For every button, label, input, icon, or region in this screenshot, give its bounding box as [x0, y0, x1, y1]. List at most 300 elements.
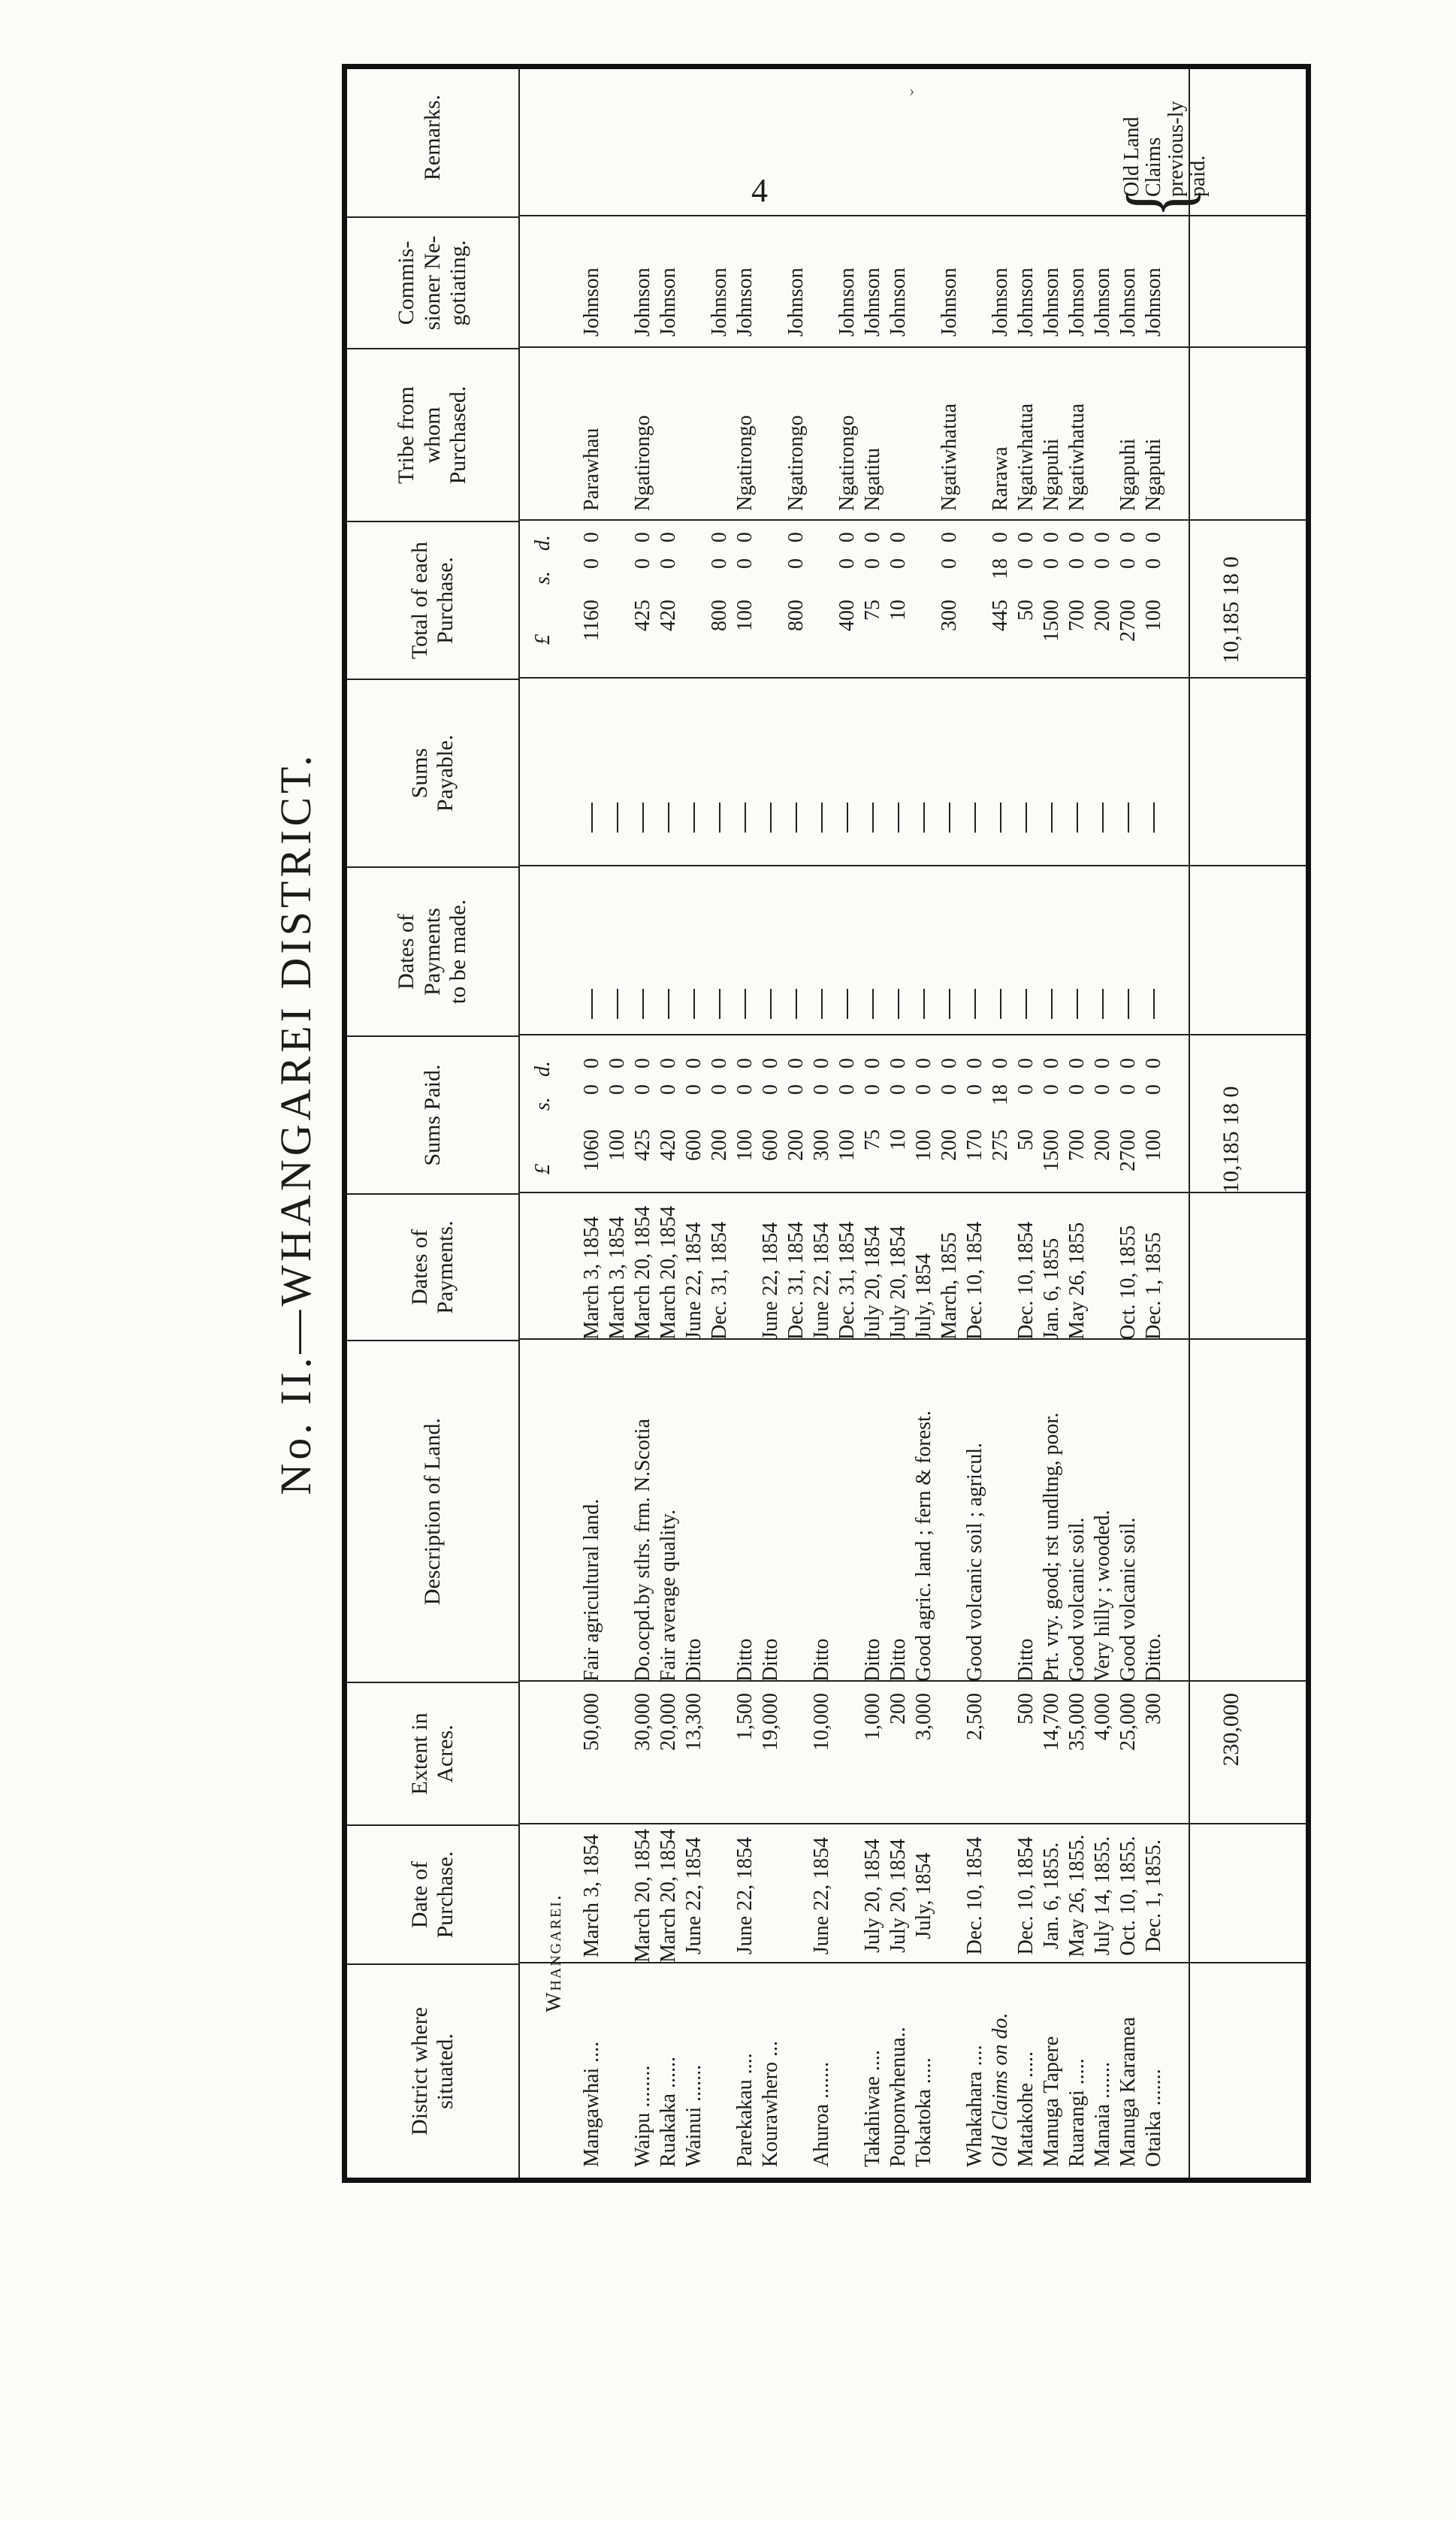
cell-date: March 20, 1854 — [657, 1828, 680, 1963]
cell-paid_d: 0 — [938, 1058, 961, 1069]
cell-pay_date: March 3, 1854 — [606, 1216, 629, 1340]
cell-pay_date: March 20, 1854 — [657, 1205, 680, 1340]
cell-district: Otaika ....... — [1142, 2069, 1165, 2167]
cell-desc: Very hilly ; wooded. — [1091, 1510, 1114, 1682]
cell-paid_l: 10 — [887, 1129, 910, 1150]
cell-tot_d: 0 — [887, 532, 910, 543]
cell-desc: Ditto — [682, 1638, 705, 1682]
cell-paid_l: 200 — [708, 1129, 731, 1161]
dash-mark — [745, 989, 746, 1019]
cell-desc: Good volcanic soil. — [1116, 1517, 1140, 1682]
cell-desc: Ditto — [861, 1638, 884, 1682]
dash-mark — [1026, 989, 1027, 1019]
total-acres: 230,000 — [1219, 1693, 1243, 1767]
cell-tot_s: 0 — [835, 558, 859, 569]
col-header-tribe: Tribe from whom Purchased. — [347, 348, 518, 521]
cell-tot_l: 1500 — [1040, 600, 1063, 642]
col-header-total: Total of each Purchase. — [347, 521, 518, 679]
cell-paid_l: 1500 — [1040, 1129, 1063, 1171]
cell-paid_s: 0 — [963, 1084, 986, 1095]
cell-district: Wainui ....... — [682, 2064, 705, 2167]
cell-tot_s: 0 — [861, 558, 884, 569]
cell-tot_d: 0 — [1065, 532, 1089, 543]
cell-acres: 4,000 — [1091, 1693, 1114, 1740]
cell-tot_s: 0 — [708, 558, 731, 569]
cell-district: Tokatoka ..... — [912, 2057, 935, 2167]
cell-tribe: Ngatirongo — [631, 415, 654, 511]
cell-desc: Prt. vry. good; rst undltng, poor. — [1040, 1412, 1063, 1682]
table-row — [759, 69, 782, 2178]
cell-tribe: Ngatirongo — [784, 415, 808, 511]
cell-date: July 20, 1854 — [861, 1839, 884, 1953]
cell-tot_l: 1160 — [580, 600, 603, 641]
table-row — [708, 69, 731, 2178]
total-paid: 10,185 18 0 — [1219, 1086, 1243, 1193]
total-pence-unit: d. — [531, 535, 554, 551]
col-header-extent: Extent in Acres. — [347, 1682, 518, 1824]
dash-mark — [872, 989, 874, 1019]
dash-mark — [642, 803, 644, 833]
cell-tot_l: 400 — [835, 600, 859, 631]
table-row — [887, 69, 910, 2178]
cell-date: June 22, 1854 — [682, 1836, 705, 1955]
cell-paid_l: 100 — [606, 1129, 629, 1161]
dash-mark — [949, 989, 950, 1019]
cell-tot_d: 0 — [1040, 532, 1063, 543]
col-header-date-of-purchase: Date of Purchase. — [347, 1824, 518, 1963]
remarks-note: Old Land Claims previous-ly paid. — [1120, 101, 1210, 197]
table-row — [1014, 69, 1038, 2178]
cell-pay_date: Dec. 10, 1854 — [1014, 1221, 1038, 1340]
table-row — [861, 69, 884, 2178]
cell-tot_l: 700 — [1065, 600, 1089, 631]
dash-mark — [898, 803, 899, 833]
cell-paid_d: 0 — [810, 1058, 833, 1069]
cell-paid_s: 0 — [657, 1084, 680, 1095]
cell-date: March 3, 1854 — [580, 1833, 603, 1958]
dash-mark — [821, 803, 823, 833]
dash-mark — [1153, 989, 1155, 1019]
dash-mark — [847, 803, 848, 833]
cell-paid_d: 0 — [708, 1058, 731, 1069]
dash-mark — [642, 989, 644, 1019]
cell-pay_date: Dec. 31, 1854 — [784, 1221, 808, 1340]
cell-comm: Johnson — [657, 268, 680, 337]
table-row — [733, 69, 757, 2178]
cell-tot_s: 0 — [580, 558, 603, 569]
cell-tribe: Ngatitu — [861, 448, 884, 511]
col-header-sums-paid: Sums Paid. — [347, 1035, 518, 1193]
cell-paid_s: 0 — [631, 1084, 654, 1095]
dash-mark — [949, 803, 950, 833]
dash-mark — [1026, 803, 1027, 833]
dash-mark — [821, 989, 823, 1019]
cell-paid_d: 0 — [989, 1058, 1012, 1069]
cell-comm: Johnson — [1065, 268, 1089, 337]
rotated-table-sheet — [240, 64, 1442, 2183]
cell-pay_date: Dec. 10, 1854 — [963, 1221, 986, 1340]
cell-acres: 2,500 — [963, 1693, 986, 1740]
cell-paid_d: 0 — [784, 1058, 808, 1069]
cell-comm: Johnson — [733, 268, 757, 337]
table-row — [810, 69, 833, 2178]
cell-comm: Johnson — [708, 268, 731, 337]
cell-acres: 200 — [887, 1693, 910, 1724]
table-row — [1091, 69, 1114, 2178]
cell-acres: 500 — [1014, 1693, 1038, 1724]
cell-paid_d: 0 — [606, 1058, 629, 1069]
cell-district: Ruakaka ...... — [657, 2057, 680, 2167]
cell-paid_l: 170 — [963, 1129, 986, 1161]
cell-tot_l: 445 — [989, 600, 1012, 631]
cell-date: Dec. 10, 1854 — [963, 1836, 986, 1955]
cell-paid_s: 0 — [1065, 1084, 1089, 1095]
cell-comm: Johnson — [938, 268, 961, 337]
cell-paid_l: 275 — [989, 1129, 1012, 1161]
cell-tot_s: 0 — [733, 558, 757, 569]
cell-tot_s: 18 — [989, 558, 1012, 579]
cell-acres: 300 — [1142, 1693, 1165, 1724]
dash-mark — [974, 803, 976, 833]
cell-paid_d: 0 — [1040, 1058, 1063, 1069]
col-header-sums-payable: Sums Payable. — [347, 679, 518, 866]
cell-district: Ruarangi ..... — [1065, 2058, 1089, 2167]
cell-pay_date: May 26, 1855 — [1065, 1222, 1089, 1340]
dash-mark — [693, 989, 695, 1019]
cell-paid_s: 0 — [580, 1084, 603, 1095]
cell-paid_d: 0 — [759, 1058, 782, 1069]
cell-comm: Johnson — [1014, 268, 1038, 337]
cell-district: Manaia ....... — [1091, 2062, 1114, 2167]
cell-tot_d: 0 — [1091, 532, 1114, 543]
cell-paid_l: 300 — [810, 1129, 833, 1161]
table-row — [1142, 69, 1165, 2178]
cell-paid_s: 0 — [887, 1084, 910, 1095]
cell-paid_l: 2700 — [1116, 1129, 1140, 1171]
table-row — [912, 69, 935, 2178]
dash-mark — [617, 989, 618, 1019]
cell-tot_l: 425 — [631, 600, 654, 631]
cell-desc: Good volcanic soil ; agricul. — [963, 1442, 986, 1682]
table-row — [835, 69, 859, 2178]
cell-tribe: Ngapuhi — [1142, 438, 1165, 511]
cell-paid_d: 0 — [963, 1058, 986, 1069]
table-row — [963, 69, 986, 2178]
cell-paid_s: 0 — [1091, 1084, 1114, 1095]
cell-desc: Do.ocpd.by stlrs. frm. N.Scotia — [631, 1419, 654, 1682]
dash-mark — [796, 803, 797, 833]
cell-paid_d: 0 — [1014, 1058, 1038, 1069]
cell-tot_s: 0 — [1116, 558, 1140, 569]
cell-tot_l: 100 — [733, 600, 757, 631]
cell-acres: 10,000 — [810, 1693, 833, 1751]
dash-mark — [1102, 803, 1104, 833]
dash-mark — [923, 803, 925, 833]
cell-paid_s: 0 — [1014, 1084, 1038, 1095]
cell-paid_d: 0 — [682, 1058, 705, 1069]
dash-mark — [591, 989, 593, 1019]
cell-paid_s: 0 — [606, 1084, 629, 1095]
cell-tribe: Ngatiwhatua — [1014, 403, 1038, 511]
cell-comm: Johnson — [1040, 268, 1063, 337]
cell-tribe: Ngatiwhatua — [1065, 403, 1089, 511]
cell-acres: 19,000 — [759, 1693, 782, 1751]
table-row — [1116, 69, 1140, 2178]
cell-acres: 30,000 — [631, 1693, 654, 1751]
cell-paid_s: 0 — [759, 1084, 782, 1095]
cell-tot_l: 75 — [861, 600, 884, 621]
cell-pay_date: July 20, 1854 — [861, 1226, 884, 1340]
cell-desc: Ditto — [887, 1638, 910, 1682]
cell-tot_d: 0 — [708, 532, 731, 543]
cell-comm: Johnson — [784, 268, 808, 337]
cell-tribe: Ngatirongo — [733, 415, 757, 511]
cell-paid_d: 0 — [1142, 1058, 1165, 1069]
cell-comm: Johnson — [1116, 268, 1140, 337]
cell-paid_l: 420 — [657, 1129, 680, 1161]
cell-acres: 50,000 — [580, 1693, 603, 1751]
cell-date: Dec. 1, 1855. — [1142, 1839, 1165, 1953]
dash-mark — [1128, 803, 1129, 833]
cell-pay_date: March 3, 1854 — [580, 1216, 603, 1340]
cell-paid_d: 0 — [835, 1058, 859, 1069]
cell-date: Oct. 10, 1855. — [1116, 1836, 1140, 1956]
speck: › — [909, 81, 915, 100]
cell-paid_d: 0 — [1091, 1058, 1114, 1069]
cell-pay_date: Dec. 31, 1854 — [835, 1221, 859, 1340]
cell-tot_d: 0 — [784, 532, 808, 543]
cell-paid_l: 200 — [1091, 1129, 1114, 1161]
dash-mark — [847, 989, 848, 1019]
cell-tot_d: 0 — [989, 532, 1012, 543]
cell-comm: Johnson — [580, 268, 603, 337]
table-row — [606, 69, 629, 2178]
cell-pay_date: Oct. 10, 1855 — [1116, 1225, 1140, 1340]
cell-desc: Fair average quality. — [657, 1509, 680, 1682]
pence-unit: d. — [531, 1061, 554, 1077]
cell-tot_d: 0 — [1142, 532, 1165, 543]
cell-acres: 1,500 — [733, 1693, 757, 1740]
cell-pay_date: June 22, 1854 — [759, 1222, 782, 1340]
col-header-dates-of-payments: Dates of Payments. — [347, 1193, 518, 1340]
dash-mark — [1051, 803, 1053, 833]
table-row — [657, 69, 680, 2178]
cell-desc: Good volcanic soil. — [1065, 1517, 1089, 1682]
cell-paid_d: 0 — [733, 1058, 757, 1069]
cell-date: Jan. 6, 1855. — [1040, 1842, 1063, 1950]
cell-acres: 13,300 — [682, 1693, 705, 1751]
dash-mark — [668, 803, 669, 833]
total-shilling-unit: s. — [531, 571, 554, 585]
cell-pay_date: Dec. 31, 1854 — [708, 1221, 731, 1340]
cell-tribe: Ngatirongo — [835, 415, 859, 511]
cell-comm: Johnson — [631, 268, 654, 337]
cell-pay_date: June 22, 1854 — [810, 1222, 833, 1340]
cell-desc: Ditto — [810, 1638, 833, 1682]
cell-paid_d: 0 — [912, 1058, 935, 1069]
cell-paid_d: 0 — [887, 1058, 910, 1069]
cell-tot_l: 2700 — [1116, 600, 1140, 642]
cell-comm: Johnson — [1091, 268, 1114, 337]
cell-paid_l: 100 — [733, 1129, 757, 1161]
cell-paid_l: 600 — [682, 1129, 705, 1161]
cell-paid_d: 0 — [631, 1058, 654, 1069]
cell-paid_l: 700 — [1065, 1129, 1089, 1161]
cell-pay_date: July, 1854 — [912, 1253, 935, 1340]
cell-date: July 20, 1854 — [887, 1839, 910, 1953]
cell-tot_s: 0 — [1065, 558, 1089, 569]
district-heading: Whangarei. — [542, 1894, 566, 2012]
cell-district: Parekakau .... — [733, 2053, 757, 2167]
page-title: No. II.—WHANGAREI DISTRICT. — [271, 751, 320, 1495]
dash-mark — [770, 803, 772, 833]
dash-mark — [898, 989, 899, 1019]
cell-paid_d: 0 — [657, 1058, 680, 1069]
cell-acres: 14,700 — [1040, 1693, 1063, 1751]
cell-desc: Fair agricultural land. — [580, 1498, 603, 1682]
cell-paid_l: 75 — [861, 1129, 884, 1150]
col-header-district: District where situated. — [347, 1963, 518, 2178]
cell-date: Dec. 10, 1854 — [1014, 1836, 1038, 1955]
dash-mark — [1000, 989, 1001, 1019]
col-header-dates-to-be-made: Dates of Payments to be made. — [347, 866, 518, 1035]
cell-tot_s: 0 — [938, 558, 961, 569]
cell-paid_s: 0 — [912, 1084, 935, 1095]
cell-tot_d: 0 — [1116, 532, 1140, 543]
table-row — [580, 69, 603, 2178]
cell-paid_l: 50 — [1014, 1129, 1038, 1150]
cell-paid_l: 100 — [835, 1129, 859, 1161]
cell-pay_date: March 20, 1854 — [631, 1205, 654, 1340]
pound-unit: £ — [531, 1164, 554, 1174]
cell-tot_l: 50 — [1014, 600, 1038, 621]
cell-tot_d: 0 — [1014, 532, 1038, 543]
cell-paid_s: 0 — [810, 1084, 833, 1095]
dash-mark — [1077, 803, 1078, 833]
cell-tot_l: 420 — [657, 600, 680, 631]
cell-date: July 14, 1855. — [1091, 1836, 1114, 1956]
table-row — [1040, 69, 1063, 2178]
dash-mark — [1128, 989, 1129, 1019]
dash-mark — [745, 803, 746, 833]
cell-district: Waipu ........ — [631, 2065, 654, 2167]
dash-mark — [974, 989, 976, 1019]
cell-tot_s: 0 — [1014, 558, 1038, 569]
total-pound-unit: £ — [531, 634, 554, 645]
cell-paid_d: 0 — [1065, 1058, 1089, 1069]
cell-tot_d: 0 — [938, 532, 961, 543]
cell-tot_s: 0 — [1142, 558, 1165, 569]
cell-district: Old Claims on do. — [989, 2012, 1012, 2167]
cell-district: Pouponwhenua.. — [887, 2027, 910, 2167]
cell-date: May 26, 1855. — [1065, 1834, 1089, 1957]
cell-comm: Johnson — [989, 268, 1012, 337]
cell-paid_l: 1060 — [580, 1129, 603, 1171]
cell-district: Takahiwae .... — [861, 2050, 884, 2167]
cell-tot_d: 0 — [580, 532, 603, 543]
cell-paid_s: 0 — [682, 1084, 705, 1095]
cell-comm: Johnson — [835, 268, 859, 337]
cell-paid_l: 100 — [1142, 1129, 1165, 1161]
cell-pay_date: March, 1855 — [938, 1232, 961, 1340]
cell-district: Manuga Karamea — [1116, 2017, 1140, 2167]
cell-tribe: Ngapuhi — [1040, 438, 1063, 511]
dash-mark — [1077, 989, 1078, 1019]
cell-date: June 22, 1854 — [810, 1836, 833, 1955]
cell-tot_l: 10 — [887, 600, 910, 621]
cell-pay_date: June 22, 1854 — [682, 1222, 705, 1340]
cell-tot_d: 0 — [657, 532, 680, 543]
totals-divider — [1189, 69, 1190, 2178]
cell-desc: Ditto — [733, 1638, 757, 1682]
cell-tot_l: 300 — [938, 600, 961, 631]
dash-mark — [872, 803, 874, 833]
col-header-remarks: Remarks. — [419, 94, 445, 181]
cell-district: Matakohe ..... — [1014, 2051, 1038, 2167]
dash-mark — [668, 989, 669, 1019]
cell-date: July, 1854 — [912, 1852, 935, 1939]
header-row — [347, 69, 520, 2178]
cell-acres: 3,000 — [912, 1693, 935, 1740]
table-row — [1065, 69, 1089, 2178]
cell-pay_date: July 20, 1854 — [887, 1226, 910, 1340]
cell-tribe: Rarawa — [989, 446, 1012, 511]
cell-comm: Johnson — [887, 268, 910, 337]
dash-mark — [617, 803, 618, 833]
table-row — [938, 69, 961, 2178]
col-header-description: Description of Land. — [347, 1340, 518, 1682]
cell-acres: 25,000 — [1116, 1693, 1140, 1751]
dash-mark — [719, 803, 720, 833]
cell-paid_d: 0 — [580, 1058, 603, 1069]
cell-paid_s: 0 — [1142, 1084, 1165, 1095]
cell-acres: 20,000 — [657, 1693, 680, 1751]
cell-tot_d: 0 — [861, 532, 884, 543]
cell-tribe: Parawhau — [580, 428, 603, 511]
dash-mark — [923, 989, 925, 1019]
cell-paid_s: 0 — [938, 1084, 961, 1095]
dash-mark — [591, 803, 593, 833]
cell-tot_s: 0 — [657, 558, 680, 569]
cell-comm: Johnson — [1142, 268, 1165, 337]
cell-acres: 35,000 — [1065, 1693, 1089, 1751]
cell-comm: Johnson — [861, 268, 884, 337]
cell-desc: Ditto — [759, 1638, 782, 1682]
cell-tot_s: 0 — [631, 558, 654, 569]
shilling-unit: s. — [531, 1097, 554, 1111]
dash-mark — [796, 989, 797, 1019]
remarks-brace: { — [1108, 187, 1208, 218]
cell-district: Manuga Tapere — [1040, 2036, 1063, 2167]
cell-tot_l: 800 — [784, 600, 808, 631]
cell-paid_l: 425 — [631, 1129, 654, 1161]
cell-tot_l: 200 — [1091, 600, 1114, 631]
cell-paid_l: 200 — [938, 1129, 961, 1161]
cell-district: Kourawhero ... — [759, 2041, 782, 2167]
cell-paid_d: 0 — [1116, 1058, 1140, 1069]
cell-district: Ahuroa ....... — [810, 2062, 833, 2167]
cell-tot_s: 0 — [1040, 558, 1063, 569]
cell-paid_s: 0 — [708, 1084, 731, 1095]
dash-mark — [1102, 989, 1104, 1019]
cell-paid_l: 600 — [759, 1129, 782, 1161]
cell-desc: Ditto — [1014, 1638, 1038, 1682]
cell-date: March 20, 1854 — [631, 1828, 654, 1963]
cell-tot_s: 0 — [784, 558, 808, 569]
total-purchase: 10,185 18 0 — [1219, 556, 1243, 664]
cell-paid_s: 0 — [861, 1084, 884, 1095]
cell-tot_l: 800 — [708, 600, 731, 631]
